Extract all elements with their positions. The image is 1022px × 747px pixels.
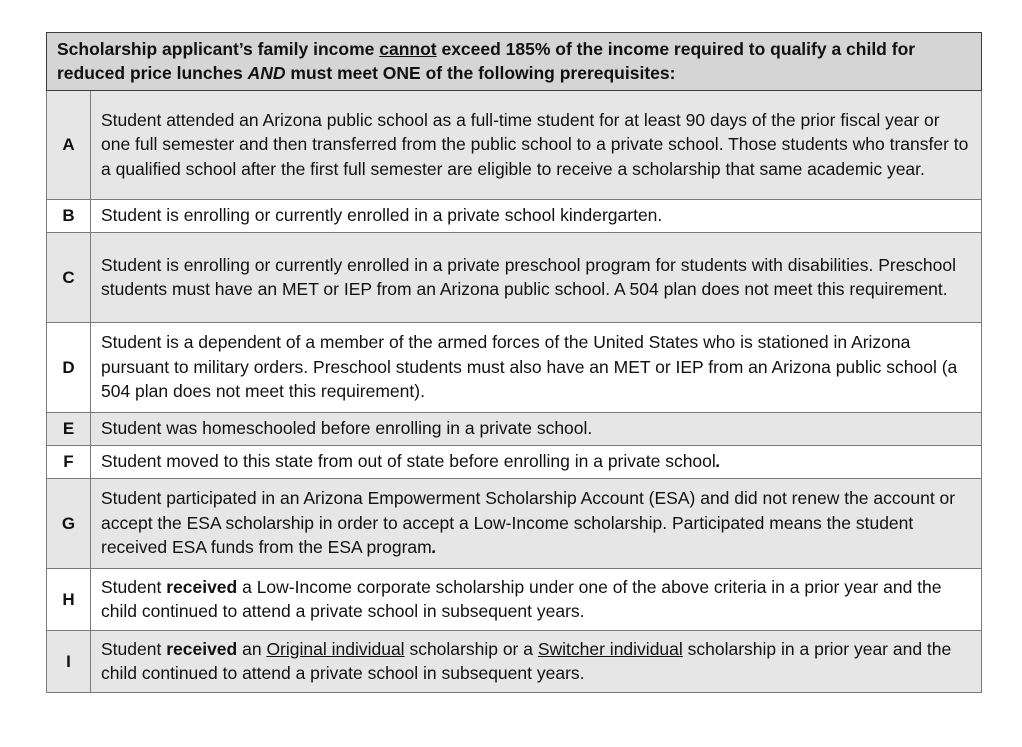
table-row xyxy=(47,479,982,569)
row-letter: F xyxy=(47,446,91,479)
row-text-bold: received xyxy=(166,638,238,659)
row-text-main: Student moved to this state from out of state before enrolling in a private school xyxy=(101,451,716,472)
row-letter: E xyxy=(47,413,91,446)
table-row xyxy=(47,233,982,323)
row-text: Student is a dependent of a member of the armed forces of the United States who is stationed in Arizona pursuant to military orders. Preschool students must also have an MET or IEP from an Arizona public school (a 504 plan does not meet this requirement). xyxy=(91,323,982,413)
row-text-post: a Low-Income corporate scholarship under one of the above criteria in a prior year and the child continued to attend a private school in subsequent years. xyxy=(101,576,942,621)
row-text xyxy=(91,569,982,631)
table-row xyxy=(47,446,982,479)
table-row xyxy=(47,91,982,200)
row-text-underline-1: Original individual xyxy=(266,638,405,659)
table-header-row xyxy=(47,33,982,91)
row-text: Student is enrolling or currently enrolled in a private preschool program for students with disabilities. Preschool students must have an MET or IEP from an Arizona public school. A 504 plan does not meet this requirement. xyxy=(91,233,982,323)
row-text-main: Student participated in an Arizona Empowerment Scholarship Account (ESA) and did not renew the account or accept the ESA scholarship in order to accept a Low-Income scholarship. Participated means the student received ESA funds from the ESA program xyxy=(101,488,956,558)
row-letter: B xyxy=(47,200,91,233)
row-text-mid-2: scholarship or a xyxy=(404,638,538,659)
header-text-1: Scholarship applicant’s family income xyxy=(57,39,380,59)
row-text-end: . xyxy=(715,451,721,472)
row-text-end: . xyxy=(431,537,437,558)
table-row xyxy=(47,323,982,413)
row-text: Student is enrolling or currently enrolled in a private school kindergarten. xyxy=(91,200,982,233)
table-row xyxy=(47,631,982,693)
row-letter: I xyxy=(47,631,91,693)
row-text xyxy=(91,446,982,479)
row-text-bold: received xyxy=(166,576,238,597)
header-text-3: must meet ONE of the following prerequisites: xyxy=(285,63,676,83)
table-header xyxy=(47,33,982,91)
row-letter: C xyxy=(47,233,91,323)
table-row xyxy=(47,413,982,446)
row-text: Student attended an Arizona public school as a full-time student for at least 90 days of the prior fiscal year or one full semester and then transferred from the public school to a private school. Those students who transfer to a qualified school after the first full semester are eligible to receive a scholarship that same academic year. xyxy=(91,91,982,200)
row-text xyxy=(91,631,982,693)
row-letter: A xyxy=(47,91,91,200)
header-text-2: exceed 185% of the income required to qualify a child for reduced price lunches xyxy=(57,39,916,83)
row-text-pre: Student xyxy=(101,638,167,659)
row-text-underline-2: Switcher individual xyxy=(537,638,683,659)
table-row xyxy=(47,200,982,233)
row-letter: D xyxy=(47,323,91,413)
row-text: Student was homeschooled before enrolling in a private school. xyxy=(91,413,982,446)
header-italic: AND xyxy=(247,63,286,83)
row-text-pre: Student xyxy=(101,576,167,597)
row-text-mid-1: an xyxy=(237,638,267,659)
table-row xyxy=(47,569,982,631)
row-letter: H xyxy=(47,569,91,631)
row-text xyxy=(91,479,982,569)
row-text-post: scholarship in a prior year and the child continued to attend a private school in subsequent years. xyxy=(101,638,952,683)
prerequisites-table xyxy=(46,32,982,693)
row-letter: G xyxy=(47,479,91,569)
header-underlined: cannot xyxy=(379,39,437,59)
